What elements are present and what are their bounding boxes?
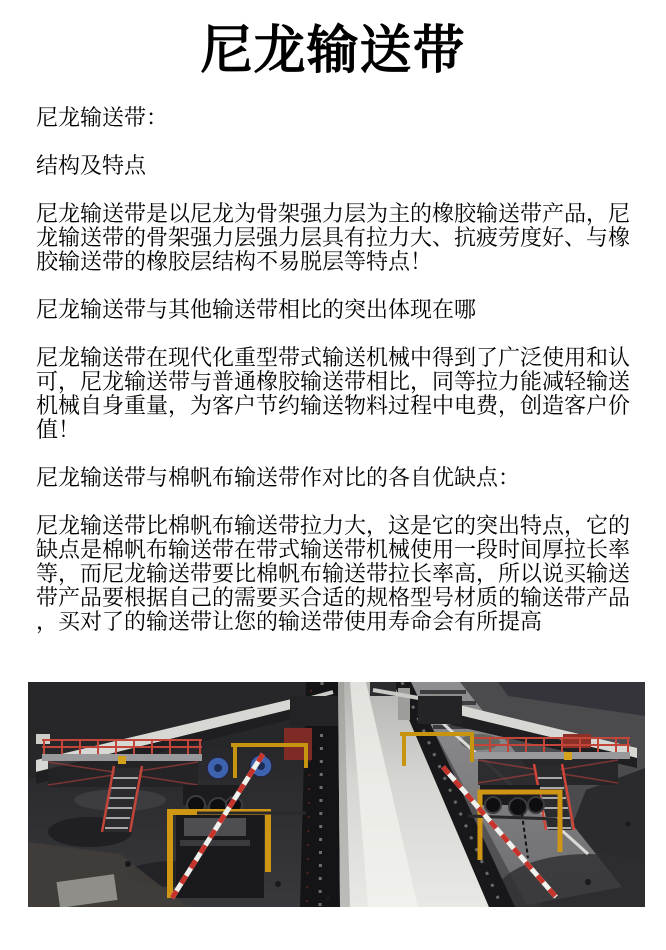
- paragraph-intro-label: 尼龙输送带：: [36, 105, 169, 130]
- paragraph-cotton-canvas-body: 尼龙输送带比棉帆布输送带拉力大，这是它的突出特点，它的缺点是棉帆布输送带在带式输送带机械使用一段时间厚拉长率等，而尼龙输送带要比棉帆布输送带拉长率高，所以说买输送带产品要根据自己的需要买合适的规格型号材质的输送带产品，买对了的输送带让您的输送带使用寿命会有所提高: [36, 513, 631, 634]
- conveyor-photo: [28, 682, 645, 907]
- paragraph-comparison-body: 尼龙输送带在现代化重型带式输送机械中得到了广泛使用和认可，尼龙输送带与普通橡胶输送带相比，同等拉力能减轻输送机械自身重量，为客户节约输送物料过程中电费，创造客户价值！: [36, 345, 631, 442]
- paragraph-structure-body: 尼龙输送带是以尼龙为骨架强力层为主的橡胶输送带产品，尼龙输送带的骨架强力层强力层具有拉力大、抗疲劳度好、与橡胶输送带的橡胶层结构不易脱层等特点！: [36, 201, 631, 274]
- paragraph-comparison-heading: 尼龙输送带与其他输送带相比的突出体现在哪: [36, 297, 477, 322]
- article-page: [0, 20, 666, 907]
- paragraph-cotton-canvas-heading: 尼龙输送带与棉帆布输送带作对比的各自优缺点：: [36, 465, 521, 490]
- conveyor-photo-svg: [28, 682, 645, 907]
- paragraph-structure-heading: 结构及特点: [36, 153, 147, 178]
- page-title: 尼龙输送带: [200, 22, 466, 80]
